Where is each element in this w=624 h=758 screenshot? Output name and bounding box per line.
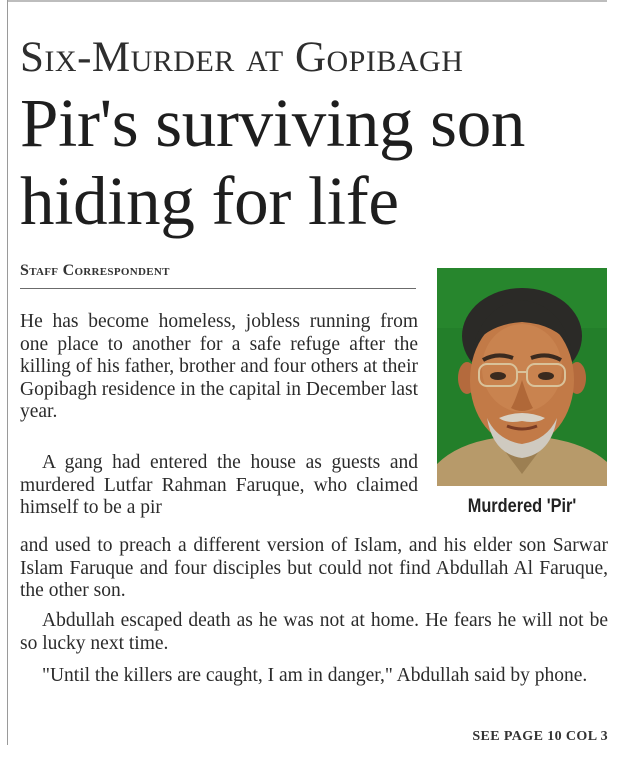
continuation-jump-line: SEE PAGE 10 COL 3 (472, 729, 608, 744)
paragraph-4: Abdullah escaped death as he was not at home. He fears he will not be so lucky next time. (20, 610, 608, 654)
byline: Staff Correspondent (20, 262, 170, 279)
kicker-headline: Six-Murder at Gopibagh (20, 34, 464, 81)
paragraph-1: He has become homeless, jobless running from one place to another for a safe refuge after the killing of his father, brother and four others at their Gopibagh residence in the capital in December last year. (20, 311, 418, 422)
portrait-photo (437, 268, 607, 486)
byline-divider (20, 288, 416, 289)
main-headline: Pir's surviving son hiding for life (20, 85, 526, 239)
paragraph-5: "Until the killers are caught, I am in danger," Abdullah said by phone. (42, 665, 588, 686)
left-column-rule (7, 0, 8, 745)
top-border-rule (7, 0, 607, 2)
photo-caption: Murdered 'Pir' (467, 496, 577, 517)
paragraph-3: and used to preach a different version of Islam, and his elder son Sarwar Islam Faruque and four disciples but could not find Abdullah Al Faruque, the other son. (20, 535, 608, 601)
paragraph-2: A gang had entered the house as guests and murdered Lutfar Rahman Faruque, who claimed himself to be a pir (20, 452, 418, 518)
